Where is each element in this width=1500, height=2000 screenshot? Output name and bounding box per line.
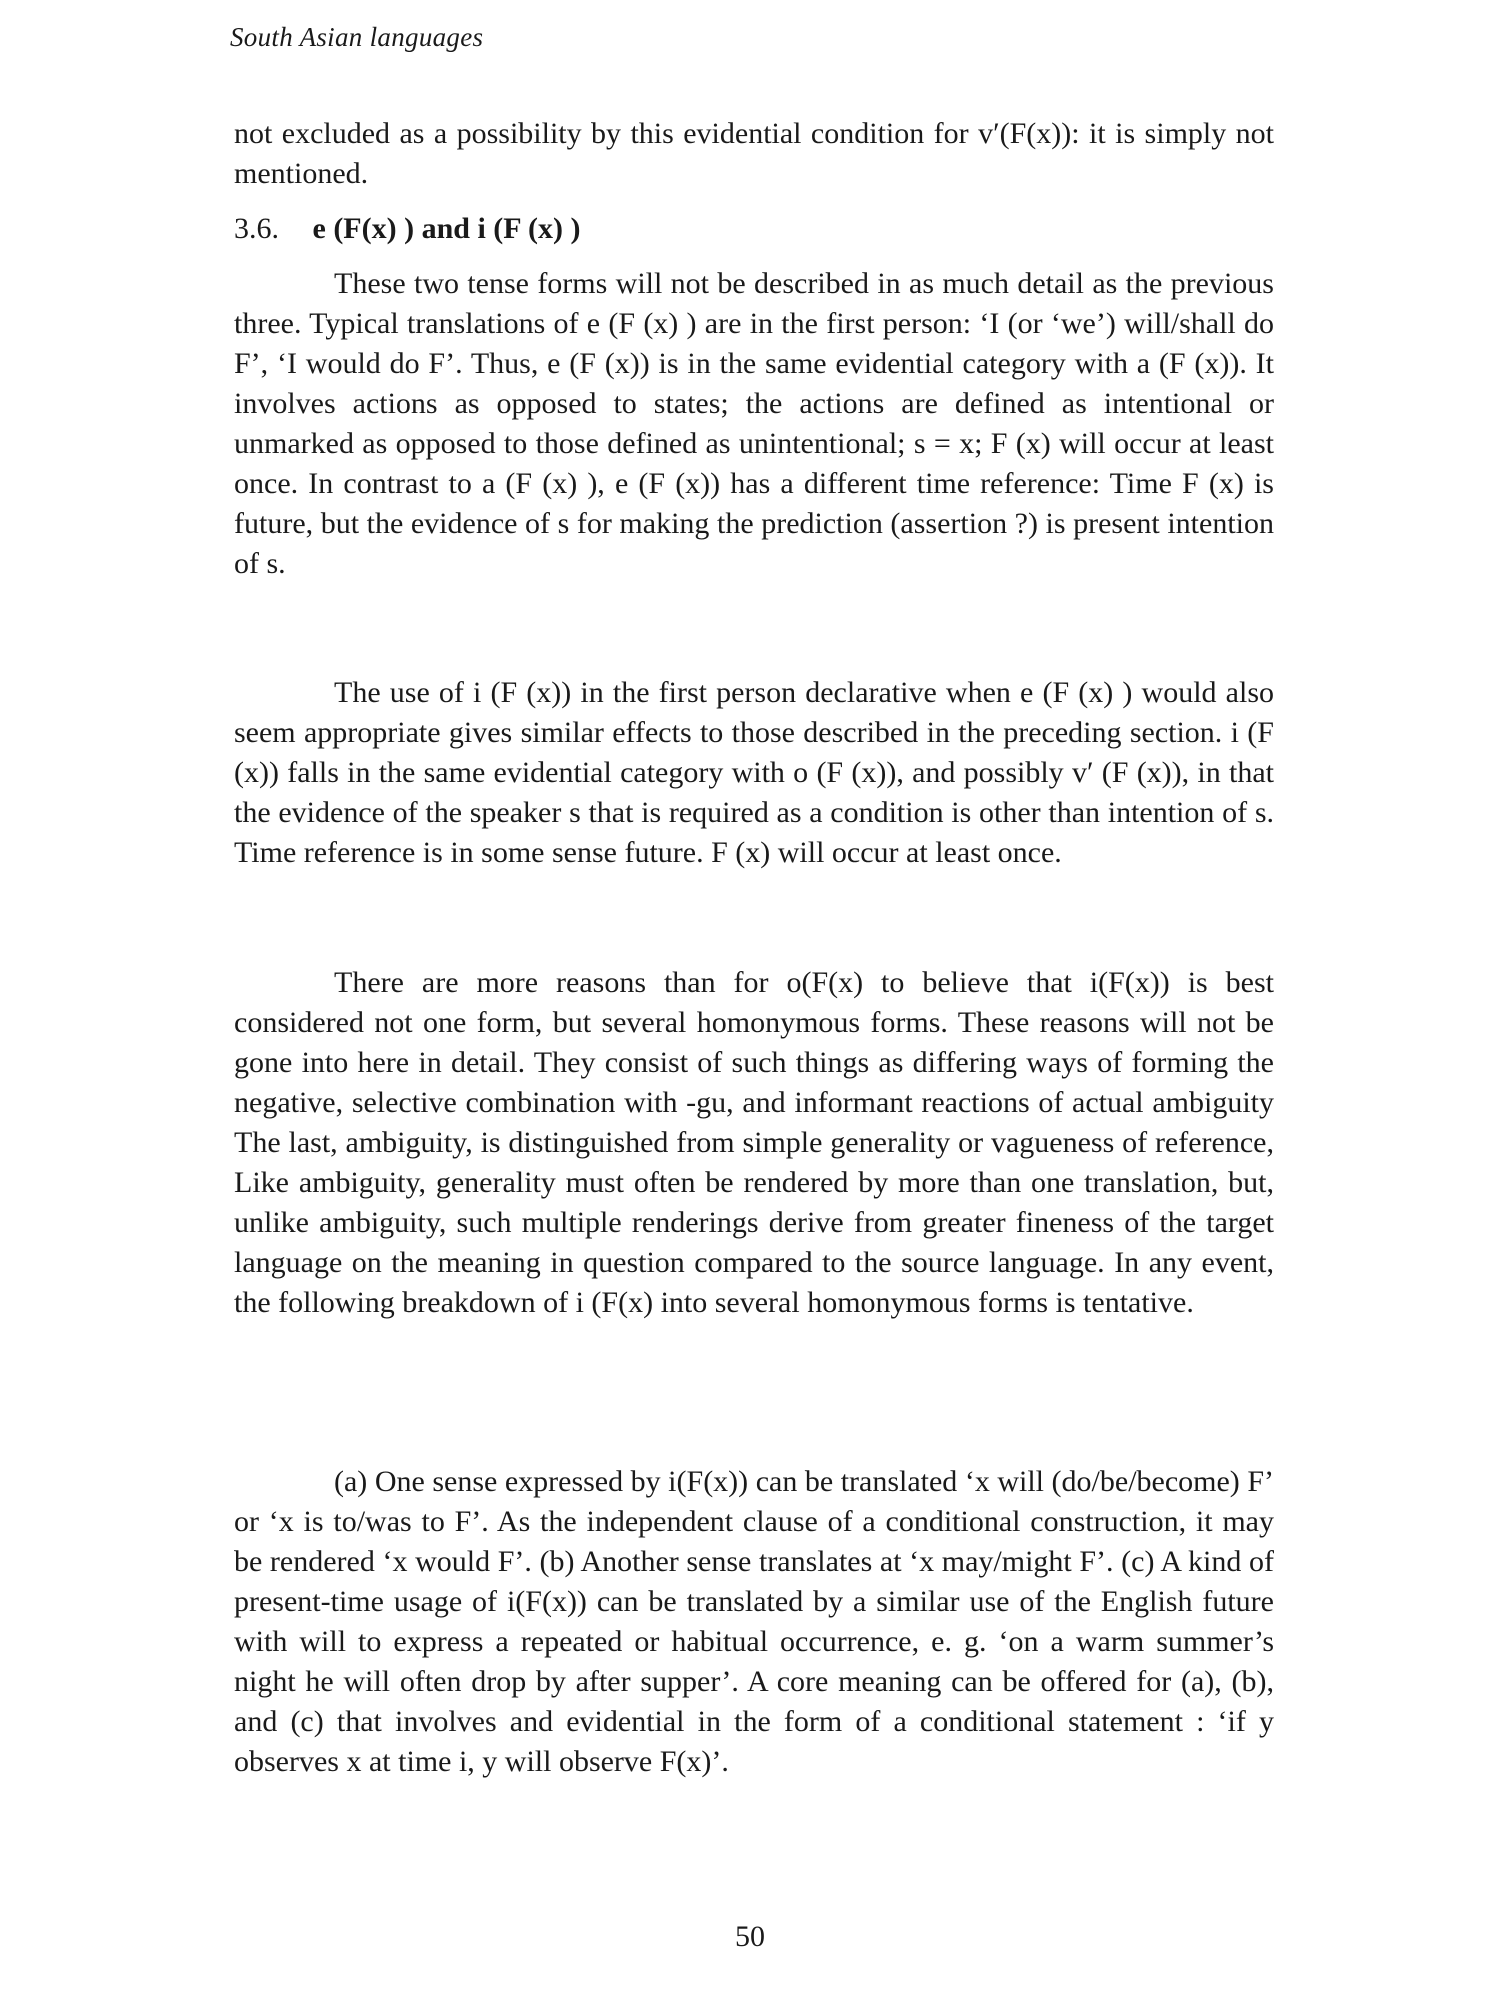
section-heading <box>234 212 580 246</box>
running-header: South Asian languages <box>230 22 484 52</box>
section-number: 3.6. <box>234 212 279 245</box>
continuation-paragraph: not excluded as a possibility by this evidential condition for v′(F(x)): it is simply not mentioned. <box>234 117 1274 190</box>
page-number: 50 <box>735 1920 765 1953</box>
paragraph: There are more reasons than for o(F(x) to believe that i(F(x)) is best considered not one form, but several homonymous forms. These reasons will not be gone into here in detail. They consist of such things as differing ways of forming the negative, selective combination with -gu, and informant reactions of actual ambiguity The last, ambiguity, is distinguished from simple generality or vagueness of reference, Like ambiguity, generality must often be rendered by more than one translation, but, unlike ambiguity, such multiple renderings derive from greater fineness of the target language on the meaning in question compared to the source language. In any event, the following breakdown of i (F(x) into several homonymous forms is tentative. <box>234 966 1274 1319</box>
paragraph: The use of i (F (x)) in the first person declarative when e (F (x) ) would also seem appropriate gives similar effects to those described in the preceding section. i (F (x)) falls in the same evidential category with o (F (x)), and possibly v′ (F (x)), in that the evidence of the speaker s that is required as a condition is other than intention of s. Time reference is in some sense future. F (x) will occur at least once. <box>234 676 1274 869</box>
paragraph: These two tense forms will not be described in as much detail as the previous three. Typical translations of e (F (x) ) are in the first person: ‘I (or ‘we’) will/shall do F’, ‘I would do F’. Thus, e (F (x)) is in the same evidential category with a (F (x)). It involves actions as opposed to states; the actions are defined as intentional or unmarked as opposed to those defined as unintentional; s = x; F (x) will occur at least once. In contrast to a (F (x) ), e (F (x)) has a different time reference: Time F (x) is future, but the evidence of s for making the prediction (assertion ?) is present intention of s. <box>234 267 1274 580</box>
section-title: e (F(x) ) and i (F (x) ) <box>312 212 581 245</box>
paragraph: (a) One sense expressed by i(F(x)) can be translated ‘x will (do/be/become) F’ or ‘x is to/was to F’. As the independent clause of a conditional construction, it may be rendered ‘x would F’. (b) Another sense translates at ‘x may/might F’. (c) A kind of present-time usage of i(F(x)) can be translated by a similar use of the English future with will to express a repeated or habitual occurrence, e. g. ‘on a warm summer’s night he will often drop by after supper’. A core meaning can be offered for (a), (b), and (c) that involves and evidential in the form of a conditional statement : ‘if y observes x at time i, y will observe F(x)’. <box>234 1465 1274 1778</box>
